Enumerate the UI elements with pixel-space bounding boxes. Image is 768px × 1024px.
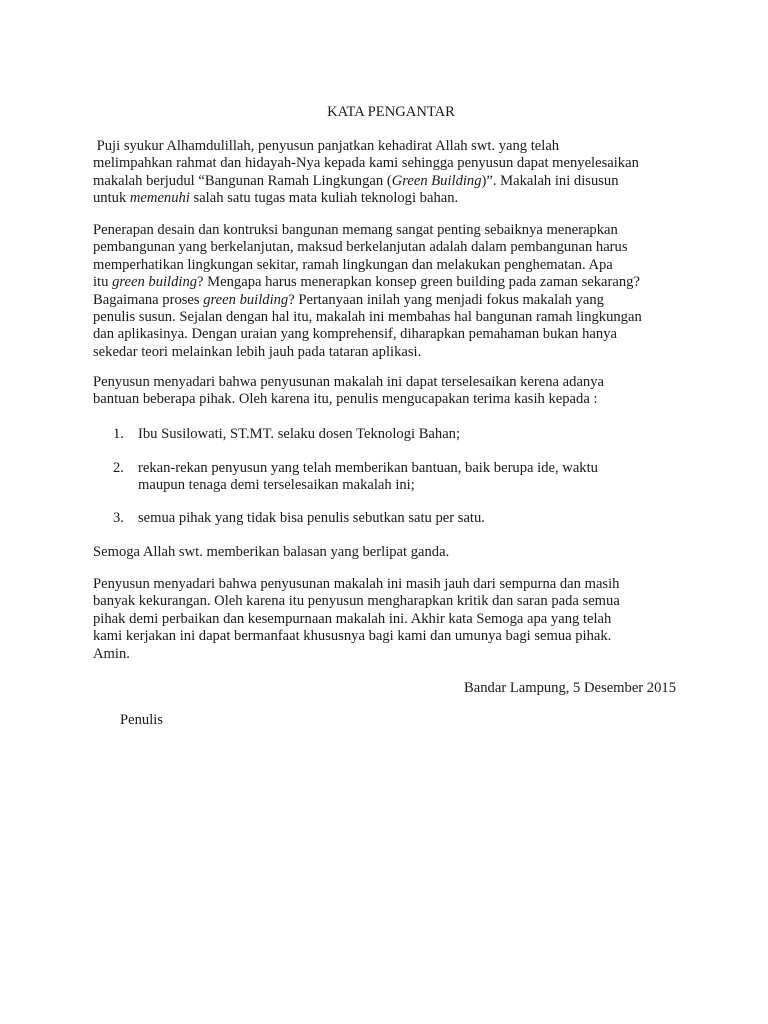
text-line: penulis susun. Sejalan dengan hal itu, makalah ini membahas hal bangunan ramah lingkungan [93, 309, 642, 326]
text-line [93, 190, 693, 207]
list-number: 2. [113, 460, 124, 476]
italic-term: green building [203, 291, 289, 308]
text-line: dan aplikasinya. Dengan uraian yang komprehensif, diharapkan pemahaman bukan hanya [93, 326, 617, 343]
text-line: semua pihak yang tidak bisa penulis sebutkan satu per satu. [138, 510, 485, 526]
text-line [93, 292, 693, 309]
text-segment: )”. Makalah ini disusun [481, 172, 619, 189]
list-number: 1. [113, 426, 124, 442]
text-line: Penyusun menyadari bahwa penyusunan makalah ini masih jauh dari sempurna dan masih [93, 576, 620, 592]
text-segment: ? Mengapa harus menerapkan konsep green building pada zaman sekarang? [197, 274, 640, 291]
paragraph-acknowledgement [93, 374, 693, 409]
text-segment: makalah berjudul “Bangunan Ramah Lingkungan ( [93, 172, 392, 189]
text-segment: itu [93, 274, 113, 291]
text-line: maupun tenaga demi terselesaikan makalah ini; [138, 477, 415, 494]
text-line [93, 173, 693, 190]
text-line: Ibu Susilowati, ST.MT. selaku dosen Teknologi Bahan; [138, 426, 461, 442]
paragraph-closing [93, 576, 693, 663]
text-segment: Bagaimana proses [93, 291, 204, 308]
paragraph-opening [93, 138, 693, 208]
paragraph-prayer [93, 544, 693, 561]
signer-name: Penulis [120, 712, 163, 728]
document-title: KATA PENGANTAR [327, 104, 455, 120]
text-line: melimpahkan rahmat dan hidayah-Nya kepada kami sehingga penyusun dapat menyelesaikan [93, 155, 639, 172]
text-segment: salah satu tugas mata kuliah teknologi bahan. [189, 190, 459, 207]
list-text [138, 426, 693, 443]
text-line: pembangunan yang berkelanjutan, maksud berkelanjutan adalah dalam pembangunan harus [93, 239, 628, 256]
text-line [93, 274, 693, 291]
italic-term: Green Building [391, 172, 482, 189]
text-line: memperhatikan lingkungan sekitar, ramah lingkungan dan melakukan penghematan. Apa [93, 256, 613, 273]
text-line: Penyusun menyadari bahwa penyusunan makalah ini dapat terselesaikan kerena adanya [93, 374, 604, 390]
text-segment: untuk [93, 190, 130, 207]
italic-term: green building [112, 274, 198, 291]
text-line: Puji syukur Alhamdulillah, penyusun panjatkan kehadirat Allah swt. yang telah [93, 138, 560, 154]
text-line: bantuan beberapa pihak. Oleh karena itu, penulis mengucapakan terima kasih kepada : [93, 391, 598, 408]
italic-term: memenuhi [129, 190, 190, 207]
text-line: banyak kekurangan. Oleh karena itu penyusun mengharapkan kritik dan saran pada semua [93, 593, 620, 610]
text-line: sekedar teori melainkan lebih jauh pada tataran aplikasi. [93, 343, 422, 360]
place-date: Bandar Lampung, 5 Desember 2015 [464, 680, 676, 696]
text-line: rekan-rekan penyusun yang telah memberikan bantuan, baik berupa ide, waktu [138, 460, 598, 476]
text-line: Penerapan desain dan kontruksi bangunan memang sangat penting sebaiknya menerapkan [93, 222, 618, 238]
text-line: pihak demi perbaikan dan kesempurnaan makalah ini. Akhir kata Semoga apa yang telah [93, 610, 612, 627]
list-number: 3. [113, 510, 124, 526]
text-line: Semoga Allah swt. memberikan balasan yang berlipat ganda. [93, 544, 450, 560]
text-line: Amin. [93, 645, 130, 662]
text-line: kami kerjakan ini dapat bermanfaat khususnya bagi kami dan umunya bagi semua pihak. [93, 628, 612, 645]
list-text [138, 460, 693, 495]
text-segment: ? Pertanyaan inilah yang menjadi fokus makalah yang [288, 291, 604, 308]
list-text [138, 510, 693, 527]
paragraph-background [93, 222, 693, 361]
